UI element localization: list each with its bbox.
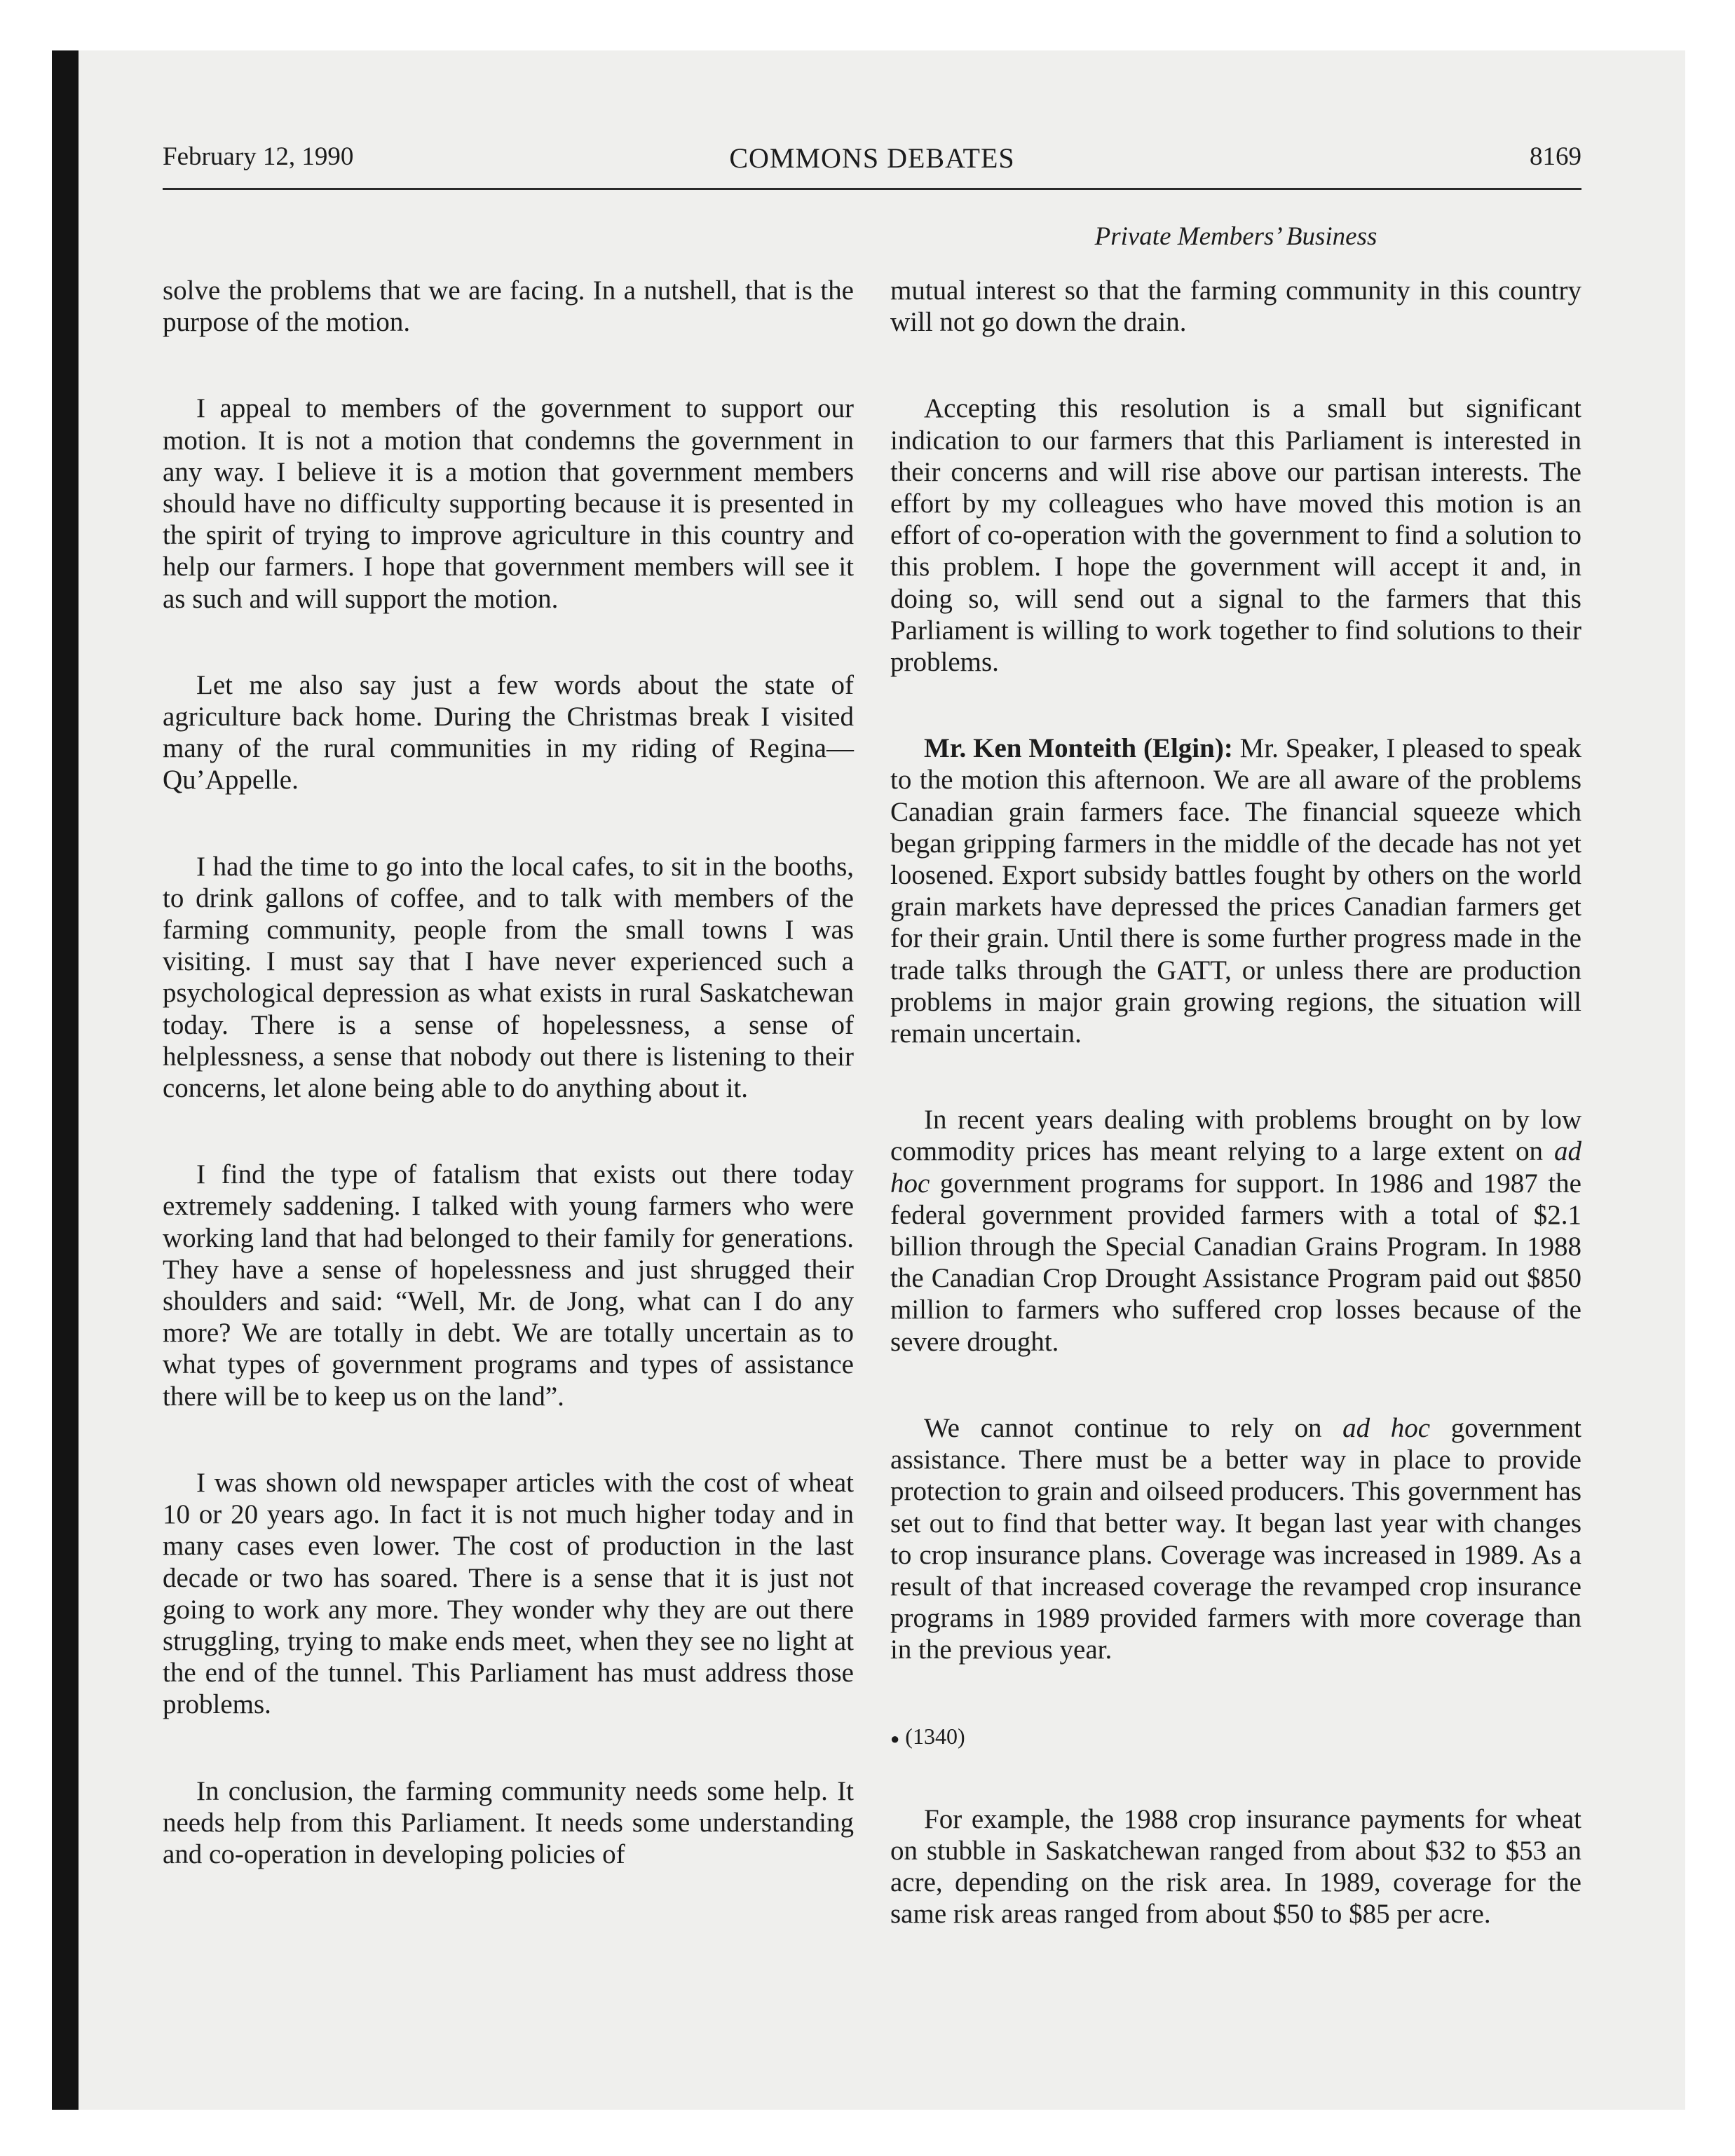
paragraph: mutual interest so that the farming community in this country will not go down the drain. <box>890 275 1581 338</box>
paragraph <box>890 1412 1581 1666</box>
speech-paragraph <box>890 732 1581 1049</box>
paragraph: In conclusion, the farming community needs some help. It needs help from this Parliament. It needs some understanding and co-operation in developing policies of <box>163 1775 854 1869</box>
page-number: 8169 <box>1530 142 1581 171</box>
paragraph: Accepting this resolution is a small but significant indication to our farmers that this Parliament is interested in their concerns and will rise above our partisan interests. The effort by my colleagues who have moved this motion is an effort of co-operation with the government to find a solution to this problem. I hope the government will accept it and, in doing so, will send out a signal to the farmers that this Parliament is willing to work together to find solutions to their problems. <box>890 393 1581 678</box>
text-run: government assistance. There must be a better way in place to provide protection to grain and oilseed producers. This government has set out to find that better way. It began last year with changes to crop insurance plans. Coverage was increased in 1989. As a result of that increased coverage the revamped crop insurance programs in 1989 provided farmers with more coverage than in the previous year. <box>890 1412 1582 1665</box>
paragraph: I was shown old newspaper articles with the cost of wheat 10 or 20 years ago. In fact it is not much higher today and in many cases even lower. The cost of production in the last decade or two has soared. There is a sense that it is just not going to work any more. They wonder why they are out there struggling, trying to make ends meet, when they see no light at the end of the tunnel. This Parliament has must address those problems. <box>163 1467 854 1720</box>
paragraph: For example, the 1988 crop insurance payments for wheat on stubble in Saskatchewan ranged from about $32 to $53 an acre, depending on the risk area. In 1989, coverage for the same risk areas ranged from about $50 to $85 per acre. <box>890 1803 1581 1930</box>
time-marker-text: (1340) <box>905 1723 965 1749</box>
speaker-name: Mr. Ken Monteith (Elgin): <box>924 733 1233 764</box>
paragraph: Let me also say just a few words about the state of agriculture back home. During the Christmas break I visited many of the rural communities in my riding of Regina—Qu’Appelle. <box>163 669 854 796</box>
text-run: We cannot continue to rely on <box>924 1412 1343 1443</box>
italic-term: ad hoc <box>890 1136 1581 1199</box>
left-column <box>163 275 854 1925</box>
header-title: COMMONS DEBATES <box>729 142 1015 174</box>
paragraph: I find the type of fatalism that exists out there today extremely saddening. I talked with young farmers who were working land that had belonged to their family for generations. They have a sense of hopelessness and just shrugged their shoulders and said: “Well, Mr. de Jong, what can I do any more? We are totally in debt. We are totally uncertain as to what types of government programs and types of assistance there will be to keep us on the land”. <box>163 1159 854 1412</box>
header-date: February 12, 1990 <box>163 142 354 171</box>
page-header <box>163 137 1581 190</box>
text-run: government programs for support. In 1986 and 1987 the federal government provided farmers with a total of $2.1 billion through the Special Canadian Grains Program. In 1988 the Canadian Crop Drought Assistance Program paid out $850 million to farmers who suffered crop losses because of the severe drought. <box>890 1168 1581 1357</box>
text-run: In recent years dealing with problems brought on by low commodity prices has meant relying to a large extent on <box>890 1105 1581 1167</box>
bullet-icon: ● <box>890 1729 900 1747</box>
right-column <box>890 275 1581 1985</box>
paragraph: I had the time to go into the local cafes, to sit in the booths, to drink gallons of coffee, and to talk with members of the farming community, people from the small towns I was visiting. I must say that I have never experienced such a psychological depression as what exists in rural Saskatchewan today. There is a sense of hopelessness, a sense of helplessness, a sense that nobody out there is listening to their concerns, let alone being able to do anything about it. <box>163 851 854 1104</box>
section-label: Private Members’ Business <box>1094 222 1377 251</box>
paragraph <box>890 1104 1581 1358</box>
speech-text: Mr. Speaker, I pleased to speak to the motion this afternoon. We are all aware of the problems Canadian grain farmers face. The financial squeeze which began gripping farmers in the middle of the decade has not yet loosened. Export subsidy battles fought by others on the world grain markets have depressed the prices Canadian farmers get for their grain. Until there is some further progress made in the trade talks through the GATT, or unless there are production problems in major grain growing regions, the situation will remain uncertain. <box>890 733 1581 1049</box>
time-marker <box>890 1721 1581 1754</box>
paragraph: I appeal to members of the government to support our motion. It is not a motion that condemns the government in any way. I believe it is a motion that government members should have no difficulty supporting because it is presented in the spirit of trying to improve agriculture in this country and help our farmers. I hope that government members will see it as such and will support the motion. <box>163 393 854 614</box>
paragraph: solve the problems that we are facing. In a nutshell, that is the purpose of the motion. <box>163 275 854 338</box>
binding-edge <box>52 50 79 2110</box>
italic-term: ad hoc <box>1342 1412 1431 1443</box>
